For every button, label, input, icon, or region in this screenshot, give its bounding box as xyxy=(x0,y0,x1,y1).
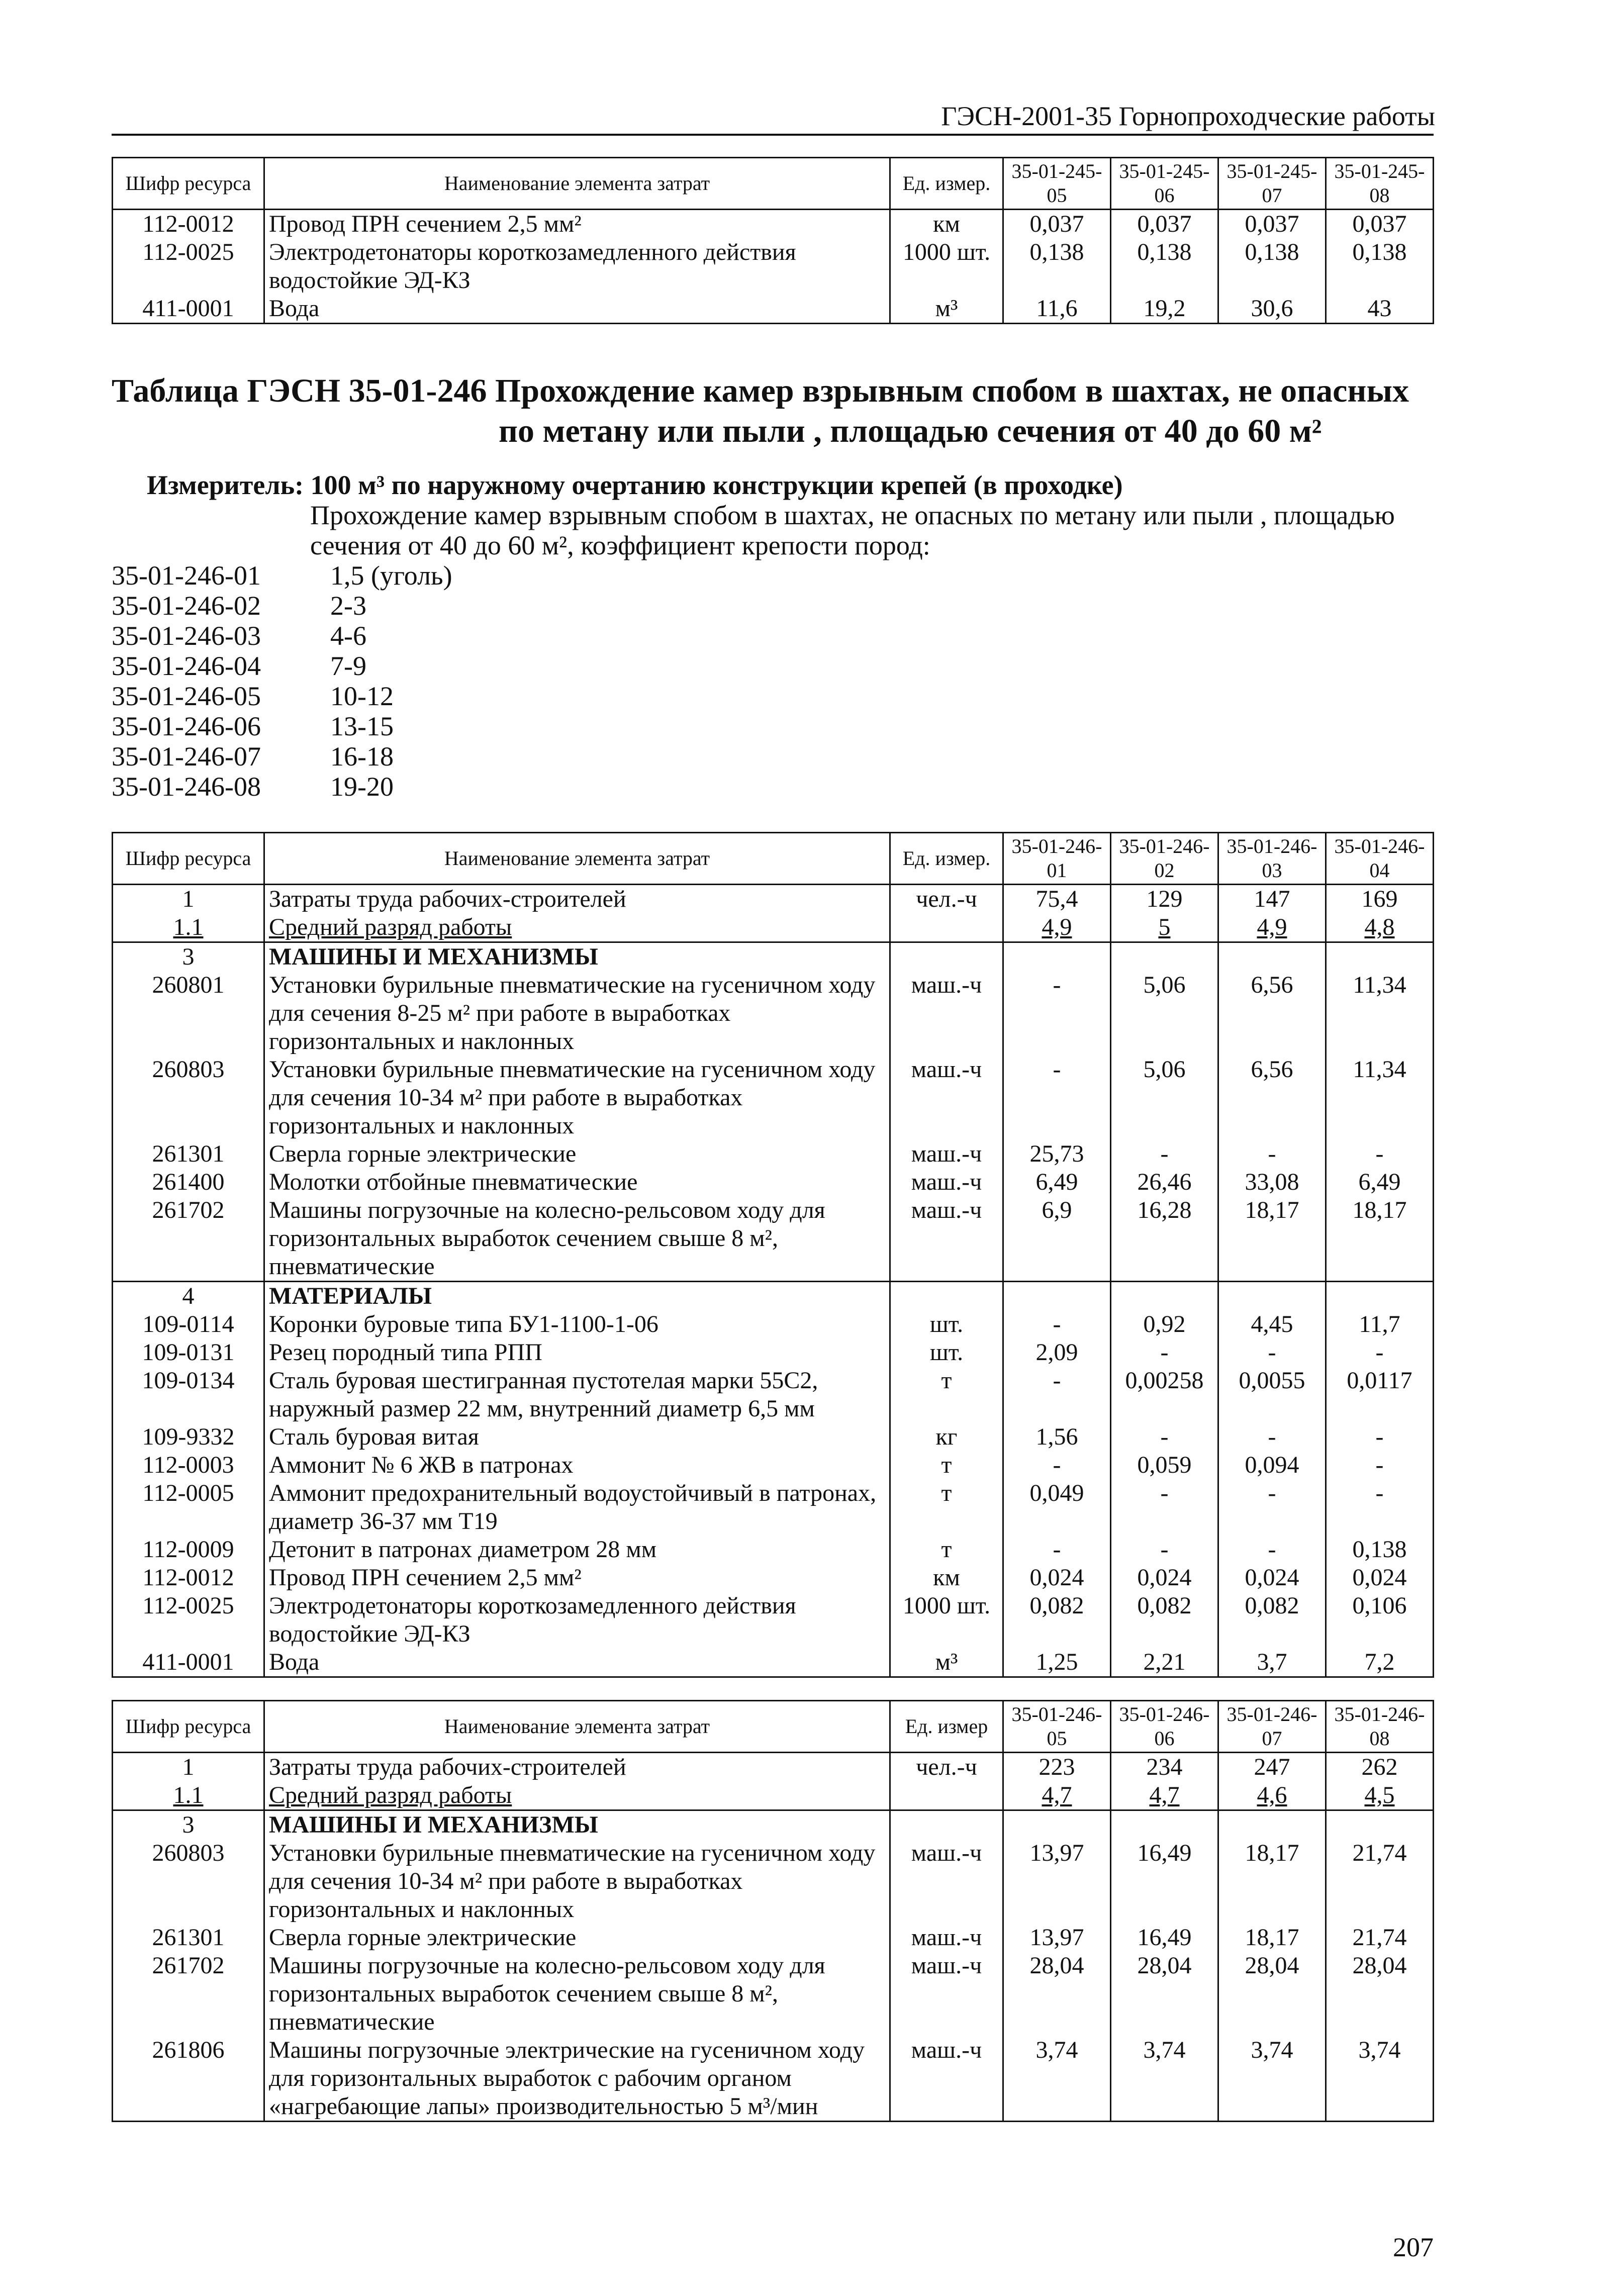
value-cell: 13,97 xyxy=(1003,1924,1111,1952)
unit-cell xyxy=(890,942,1003,972)
resource-code-cell: 112-0025 xyxy=(113,1592,264,1648)
resource-code-cell: 109-9332 xyxy=(113,1423,264,1451)
resource-name-cell: МАШИНЫ И МЕХАНИЗМЫ xyxy=(264,1810,890,1840)
table-body xyxy=(113,885,1434,1677)
resource-name-cell: Вода xyxy=(264,1648,890,1677)
value-cell: 0,138 xyxy=(1218,238,1326,295)
value-cell: 30,6 xyxy=(1218,295,1326,324)
variant-value: 19-20 xyxy=(330,772,394,802)
resource-name-cell: Электродетонаторы короткозамедленного действия водостойкие ЭД-КЗ xyxy=(264,238,890,295)
meter-line: Измеритель: 100 м³ по наружному очертанию конструкции крепей (в проходке) xyxy=(147,470,1123,500)
value-cell: 4,7 xyxy=(1111,1781,1218,1810)
value-cell: 6,56 xyxy=(1218,1056,1326,1140)
value-cell: 43 xyxy=(1326,295,1434,324)
table-row xyxy=(113,2036,1434,2122)
resource-code-cell: 4 xyxy=(113,1282,264,1311)
col-header-name: Наименование элемента затрат xyxy=(264,833,890,885)
value-cell xyxy=(1003,1810,1111,1840)
value-cell: - xyxy=(1326,1479,1434,1536)
value-cell: 18,17 xyxy=(1218,1839,1326,1924)
value-cell: 18,17 xyxy=(1218,1196,1326,1282)
resource-code-cell: 1 xyxy=(113,1753,264,1782)
value-cell: 6,9 xyxy=(1003,1196,1111,1282)
value-cell: 0,138 xyxy=(1326,238,1434,295)
resource-name-cell: Провод ПРН сечением 2,5 мм² xyxy=(264,1564,890,1592)
page-number: 207 xyxy=(1393,2232,1434,2262)
table-row xyxy=(113,1952,1434,2036)
resource-code-cell: 261702 xyxy=(113,1196,264,1282)
col-header-unit: Ед. измер. xyxy=(890,158,1003,210)
resource-name-cell: Коронки буровые типа БУ1-1100-1-06 xyxy=(264,1310,890,1338)
col-header-variant: 35-01-245-05 xyxy=(1003,158,1111,210)
table-row xyxy=(113,1781,1434,1810)
variant-value: 2-3 xyxy=(330,591,366,621)
unit-cell: маш.-ч xyxy=(890,1168,1003,1196)
variant-item xyxy=(112,591,1434,621)
value-cell: 0,024 xyxy=(1326,1564,1434,1592)
resource-name-cell: Установки бурильные пневматические на гусеничном ходу для сечения 8-25 м² при работе в выработках горизонтальных и наклонных xyxy=(264,971,890,1056)
value-cell: 6,49 xyxy=(1326,1168,1434,1196)
value-cell: - xyxy=(1111,1338,1218,1367)
resource-name-cell: Провод ПРН сечением 2,5 мм² xyxy=(264,210,890,239)
value-cell: 169 xyxy=(1326,885,1434,914)
table-row xyxy=(113,1924,1434,1952)
col-header-variant: 35-01-246-06 xyxy=(1111,1701,1218,1753)
col-header-variant: 35-01-246-08 xyxy=(1326,1701,1434,1753)
table-header xyxy=(113,1701,1434,1753)
value-cell: 18,17 xyxy=(1326,1196,1434,1282)
table-row xyxy=(113,1451,1434,1479)
value-cell: 28,04 xyxy=(1326,1952,1434,2036)
value-cell: 0,082 xyxy=(1003,1592,1111,1648)
col-header-variant: 35-01-245-06 xyxy=(1111,158,1218,210)
variant-code: 35-01-246-07 xyxy=(112,741,261,772)
variant-value: 7-9 xyxy=(330,651,366,681)
value-cell: 0,024 xyxy=(1003,1564,1111,1592)
value-cell: - xyxy=(1003,1536,1111,1564)
value-cell: 1,25 xyxy=(1003,1648,1111,1677)
table-row xyxy=(113,913,1434,942)
value-cell: 4,6 xyxy=(1218,1781,1326,1810)
resource-name-cell: Установки бурильные пневматические на гусеничном ходу для сечения 10-34 м² при работе в выработках горизонтальных и наклонных xyxy=(264,1056,890,1140)
table-caption xyxy=(112,371,1434,451)
value-cell: - xyxy=(1326,1451,1434,1479)
value-cell: 21,74 xyxy=(1326,1924,1434,1952)
unit-cell: т xyxy=(890,1536,1003,1564)
table-row xyxy=(113,1564,1434,1592)
value-cell: - xyxy=(1218,1423,1326,1451)
value-cell: 0,024 xyxy=(1218,1564,1326,1592)
resource-code-cell: 112-0003 xyxy=(113,1451,264,1479)
table-row xyxy=(113,971,1434,1056)
resource-name-cell: Электродетонаторы короткозамедленного действия водостойкие ЭД-КЗ xyxy=(264,1592,890,1648)
table-row xyxy=(113,1196,1434,1282)
resource-code-cell: 112-0025 xyxy=(113,238,264,295)
unit-cell: чел.-ч xyxy=(890,1753,1003,1782)
resource-name-cell: Резец породный типа РПП xyxy=(264,1338,890,1367)
resource-name-cell: Средний разряд работы xyxy=(264,913,890,942)
resource-name-cell: МАШИНЫ И МЕХАНИЗМЫ xyxy=(264,942,890,972)
unit-cell: маш.-ч xyxy=(890,1924,1003,1952)
variant-item xyxy=(112,621,1434,651)
value-cell: 3,74 xyxy=(1111,2036,1218,2122)
table-row xyxy=(113,1592,1434,1648)
unit-cell: шт. xyxy=(890,1338,1003,1367)
value-cell: 5 xyxy=(1111,913,1218,942)
value-cell xyxy=(1003,1282,1111,1311)
value-cell: 0,082 xyxy=(1111,1592,1218,1648)
value-cell: 11,34 xyxy=(1326,1056,1434,1140)
variant-item xyxy=(112,681,1434,711)
value-cell: - xyxy=(1218,1479,1326,1536)
value-cell: 0,037 xyxy=(1326,210,1434,239)
table-row xyxy=(113,1056,1434,1140)
caption-line-2: по метану или пыли , площадью сечения от 40 до 60 м² xyxy=(499,413,1322,449)
value-cell: 25,73 xyxy=(1003,1140,1111,1168)
value-cell xyxy=(1218,1282,1326,1311)
col-header-variant: 35-01-246-07 xyxy=(1218,1701,1326,1753)
value-cell: 33,08 xyxy=(1218,1168,1326,1196)
variant-value: 16-18 xyxy=(330,741,394,772)
value-cell: - xyxy=(1111,1479,1218,1536)
resource-name-cell: Детонит в патронах диаметром 28 мм xyxy=(264,1536,890,1564)
value-cell: 0,059 xyxy=(1111,1451,1218,1479)
resource-code-cell: 109-0134 xyxy=(113,1367,264,1423)
value-cell: 0,92 xyxy=(1111,1310,1218,1338)
table-row xyxy=(113,1367,1434,1423)
variant-code: 35-01-246-05 xyxy=(112,681,261,711)
value-cell: 0,037 xyxy=(1003,210,1111,239)
table-header xyxy=(113,833,1434,885)
value-cell: - xyxy=(1003,971,1111,1056)
resource-name-cell: Сверла горные электрические xyxy=(264,1140,890,1168)
value-cell: 0,138 xyxy=(1003,238,1111,295)
table-row xyxy=(113,942,1434,972)
resource-name-cell: Сталь буровая шестигранная пустотелая марки 55С2, наружный размер 22 мм, внутренний диаметр 6,5 мм xyxy=(264,1367,890,1423)
table-row xyxy=(113,1536,1434,1564)
meter-block xyxy=(112,470,1434,802)
value-cell: 11,7 xyxy=(1326,1310,1434,1338)
resource-name-cell: Молотки отбойные пневматические xyxy=(264,1168,890,1196)
table-row xyxy=(113,1282,1434,1311)
variant-code: 35-01-246-02 xyxy=(112,591,261,621)
resource-name-cell: Сталь буровая витая xyxy=(264,1423,890,1451)
variant-code: 35-01-246-03 xyxy=(112,621,261,651)
table-row xyxy=(113,1810,1434,1840)
unit-cell xyxy=(890,1781,1003,1810)
resource-code-cell: 1.1 xyxy=(113,913,264,942)
value-cell: 4,8 xyxy=(1326,913,1434,942)
value-cell: 0,138 xyxy=(1111,238,1218,295)
resource-code-cell: 112-0012 xyxy=(113,1564,264,1592)
value-cell: - xyxy=(1111,1140,1218,1168)
resource-name-cell: Средний разряд работы xyxy=(264,1781,890,1810)
variant-item xyxy=(112,772,1434,802)
value-cell xyxy=(1111,1282,1218,1311)
table-row xyxy=(113,1338,1434,1367)
unit-cell: маш.-ч xyxy=(890,1056,1003,1140)
resource-code-cell: 261400 xyxy=(113,1168,264,1196)
value-cell xyxy=(1218,1810,1326,1840)
value-cell xyxy=(1326,942,1434,972)
col-header-name: Наименование элемента затрат xyxy=(264,1701,890,1753)
resource-name-cell: Сверла горные электрические xyxy=(264,1924,890,1952)
col-header-unit: Ед. измер xyxy=(890,1701,1003,1753)
value-cell xyxy=(1003,942,1111,972)
value-cell: 3,7 xyxy=(1218,1648,1326,1677)
running-header: ГЭСН-2001-35 Горнопроходческие работы xyxy=(941,101,1435,131)
unit-cell xyxy=(890,1810,1003,1840)
resource-code-cell: 1.1 xyxy=(113,1781,264,1810)
value-cell xyxy=(1111,1810,1218,1840)
resource-name-cell: Затраты труда рабочих-строителей xyxy=(264,885,890,914)
value-cell: 18,17 xyxy=(1218,1924,1326,1952)
resource-code-cell: 3 xyxy=(113,1810,264,1840)
value-cell: 129 xyxy=(1111,885,1218,914)
col-header-variant: 35-01-246-02 xyxy=(1111,833,1218,885)
value-cell: - xyxy=(1218,1140,1326,1168)
value-cell: - xyxy=(1326,1140,1434,1168)
unit-cell: 1000 шт. xyxy=(890,1592,1003,1648)
caption-line-1: Таблица ГЭСН 35-01-246 Прохождение камер взрывным спобом в шахтах, не опасных xyxy=(112,372,1409,409)
value-cell: 262 xyxy=(1326,1753,1434,1782)
col-header-variant: 35-01-246-04 xyxy=(1326,833,1434,885)
unit-cell: маш.-ч xyxy=(890,2036,1003,2122)
value-cell: - xyxy=(1326,1338,1434,1367)
variant-code: 35-01-246-06 xyxy=(112,711,261,741)
unit-cell: т xyxy=(890,1367,1003,1423)
col-header-variant: 35-01-245-07 xyxy=(1218,158,1326,210)
unit-cell: км xyxy=(890,210,1003,239)
resource-code-cell: 411-0001 xyxy=(113,295,264,324)
variant-value: 10-12 xyxy=(330,681,394,711)
value-cell: 16,49 xyxy=(1111,1924,1218,1952)
resource-name-cell: Аммонит № 6 ЖВ в патронах xyxy=(264,1451,890,1479)
table-header xyxy=(113,158,1434,210)
value-cell: 28,04 xyxy=(1003,1952,1111,2036)
unit-cell: шт. xyxy=(890,1310,1003,1338)
value-cell: 19,2 xyxy=(1111,295,1218,324)
value-cell: 28,04 xyxy=(1111,1952,1218,2036)
value-cell xyxy=(1111,942,1218,972)
value-cell: - xyxy=(1218,1338,1326,1367)
unit-cell: маш.-ч xyxy=(890,971,1003,1056)
resource-code-cell: 1 xyxy=(113,885,264,914)
value-cell: 0,082 xyxy=(1218,1592,1326,1648)
table-row xyxy=(113,1753,1434,1782)
unit-cell: км xyxy=(890,1564,1003,1592)
resource-name-cell: Машины погрузочные на колесно-рельсовом ходу для горизонтальных выработок сечением свыше 8 м², пневматические xyxy=(264,1952,890,2036)
resource-name-cell: Затраты труда рабочих-строителей xyxy=(264,1753,890,1782)
table-row xyxy=(113,1648,1434,1677)
resource-code-cell: 260803 xyxy=(113,1056,264,1140)
value-cell: 13,97 xyxy=(1003,1839,1111,1924)
value-cell: 0,138 xyxy=(1326,1536,1434,1564)
resource-code-cell: 260801 xyxy=(113,971,264,1056)
value-cell: 0,024 xyxy=(1111,1564,1218,1592)
resource-code-cell: 3 xyxy=(113,942,264,972)
value-cell: 16,28 xyxy=(1111,1196,1218,1282)
unit-cell: маш.-ч xyxy=(890,1140,1003,1168)
value-cell: - xyxy=(1111,1536,1218,1564)
value-cell: 7,2 xyxy=(1326,1648,1434,1677)
col-header-variant: 35-01-246-01 xyxy=(1003,833,1111,885)
variant-value: 13-15 xyxy=(330,711,394,741)
resource-code-cell: 260803 xyxy=(113,1839,264,1924)
value-cell: - xyxy=(1326,1423,1434,1451)
unit-cell: маш.-ч xyxy=(890,1952,1003,2036)
value-cell: 6,49 xyxy=(1003,1168,1111,1196)
value-cell: 75,4 xyxy=(1003,885,1111,914)
table-row xyxy=(113,1479,1434,1536)
unit-cell: м³ xyxy=(890,295,1003,324)
table-row xyxy=(113,238,1434,295)
unit-cell: кг xyxy=(890,1423,1003,1451)
value-cell: 0,106 xyxy=(1326,1592,1434,1648)
unit-cell: 1000 шт. xyxy=(890,238,1003,295)
value-cell: 0,049 xyxy=(1003,1479,1111,1536)
resource-name-cell: Машины погрузочные электрические на гусеничном ходу для горизонтальных выработок с рабочим органом «нагребающие лапы» производительностью 5 м³/мин xyxy=(264,2036,890,2122)
value-cell: - xyxy=(1218,1536,1326,1564)
value-cell: 0,094 xyxy=(1218,1451,1326,1479)
value-cell: 5,06 xyxy=(1111,1056,1218,1140)
value-cell: 0,00258 xyxy=(1111,1367,1218,1423)
resource-code-cell: 112-0012 xyxy=(113,210,264,239)
variant-item xyxy=(112,560,1434,591)
unit-cell: т xyxy=(890,1451,1003,1479)
col-header-variant: 35-01-245-08 xyxy=(1326,158,1434,210)
unit-cell xyxy=(890,913,1003,942)
value-cell xyxy=(1326,1810,1434,1840)
variant-code: 35-01-246-08 xyxy=(112,772,261,802)
value-cell: 11,34 xyxy=(1326,971,1434,1056)
value-cell: 4,5 xyxy=(1326,1781,1434,1810)
resource-name-cell: Вода xyxy=(264,295,890,324)
table-row xyxy=(113,210,1434,239)
value-cell: 5,06 xyxy=(1111,971,1218,1056)
table-row xyxy=(113,1140,1434,1168)
value-cell: 4,7 xyxy=(1003,1781,1111,1810)
table-body xyxy=(113,1753,1434,2122)
value-cell: 26,46 xyxy=(1111,1168,1218,1196)
table-row xyxy=(113,1423,1434,1451)
variant-value: 1,5 (уголь) xyxy=(330,560,452,591)
value-cell: 4,45 xyxy=(1218,1310,1326,1338)
resource-table-2 xyxy=(112,1700,1434,2122)
unit-cell: маш.-ч xyxy=(890,1196,1003,1282)
variant-item xyxy=(112,741,1434,772)
resource-code-cell: 112-0005 xyxy=(113,1479,264,1536)
value-cell: 4,9 xyxy=(1218,913,1326,942)
value-cell: 2,09 xyxy=(1003,1338,1111,1367)
top-resource-table xyxy=(112,157,1434,324)
value-cell: 0,0117 xyxy=(1326,1367,1434,1423)
value-cell: 0,0055 xyxy=(1218,1367,1326,1423)
value-cell: - xyxy=(1003,1451,1111,1479)
resource-code-cell: 261301 xyxy=(113,1140,264,1168)
resource-code-cell: 109-0131 xyxy=(113,1338,264,1367)
col-header-code: Шифр ресурса xyxy=(113,1701,264,1753)
unit-cell: т xyxy=(890,1479,1003,1536)
value-cell: 147 xyxy=(1218,885,1326,914)
value-cell: 247 xyxy=(1218,1753,1326,1782)
value-cell: 21,74 xyxy=(1326,1839,1434,1924)
value-cell: - xyxy=(1003,1310,1111,1338)
table-row xyxy=(113,295,1434,324)
variant-value: 4-6 xyxy=(330,621,366,651)
table-row xyxy=(113,1839,1434,1924)
col-header-variant: 35-01-246-05 xyxy=(1003,1701,1111,1753)
col-header-code: Шифр ресурса xyxy=(113,833,264,885)
unit-cell: чел.-ч xyxy=(890,885,1003,914)
resource-name-cell: МАТЕРИАЛЫ xyxy=(264,1282,890,1311)
value-cell: 3,74 xyxy=(1218,2036,1326,2122)
value-cell: 28,04 xyxy=(1218,1952,1326,2036)
col-header-name: Наименование элемента затрат xyxy=(264,158,890,210)
col-header-code: Шифр ресурса xyxy=(113,158,264,210)
unit-cell: маш.-ч xyxy=(890,1839,1003,1924)
value-cell xyxy=(1218,942,1326,972)
table-row xyxy=(113,885,1434,914)
col-header-variant: 35-01-246-03 xyxy=(1218,833,1326,885)
value-cell: 0,037 xyxy=(1218,210,1326,239)
resource-code-cell: 261301 xyxy=(113,1924,264,1952)
value-cell: 11,6 xyxy=(1003,295,1111,324)
variant-code: 35-01-246-01 xyxy=(112,560,261,591)
value-cell: 16,49 xyxy=(1111,1839,1218,1924)
resource-code-cell: 411-0001 xyxy=(113,1648,264,1677)
unit-cell xyxy=(890,1282,1003,1311)
meter-description: Прохождение камер взрывным спобом в шахтах, не опасных по метану или пыли , площадью сечения от 40 до 60 м², коэффициент крепости пород: xyxy=(310,500,1395,560)
value-cell: 6,56 xyxy=(1218,971,1326,1056)
resource-name-cell: Аммонит предохранительный водоустойчивый в патронах, диаметр 36-37 мм Т19 xyxy=(264,1479,890,1536)
table-row xyxy=(113,1310,1434,1338)
value-cell: - xyxy=(1003,1367,1111,1423)
value-cell: 223 xyxy=(1003,1753,1111,1782)
value-cell: 1,56 xyxy=(1003,1423,1111,1451)
value-cell: 2,21 xyxy=(1111,1648,1218,1677)
value-cell: - xyxy=(1111,1423,1218,1451)
unit-cell: м³ xyxy=(890,1648,1003,1677)
value-cell: 3,74 xyxy=(1003,2036,1111,2122)
value-cell: 234 xyxy=(1111,1753,1218,1782)
resource-name-cell: Машины погрузочные на колесно-рельсовом ходу для горизонтальных выработок сечением свыше 8 м², пневматические xyxy=(264,1196,890,1282)
col-header-unit: Ед. измер. xyxy=(890,833,1003,885)
resource-code-cell: 261702 xyxy=(113,1952,264,2036)
table-row xyxy=(113,1168,1434,1196)
value-cell: 0,037 xyxy=(1111,210,1218,239)
header-rule xyxy=(112,134,1434,136)
resource-code-cell: 109-0114 xyxy=(113,1310,264,1338)
variant-list xyxy=(112,560,1434,802)
resource-code-cell: 112-0009 xyxy=(113,1536,264,1564)
variant-code: 35-01-246-04 xyxy=(112,651,261,681)
value-cell xyxy=(1326,1282,1434,1311)
table-body xyxy=(113,210,1434,324)
value-cell: - xyxy=(1003,1056,1111,1140)
variant-item xyxy=(112,651,1434,681)
variant-item xyxy=(112,711,1434,741)
value-cell: 3,74 xyxy=(1326,2036,1434,2122)
resource-table-1 xyxy=(112,832,1434,1678)
value-cell: 4,9 xyxy=(1003,913,1111,942)
resource-code-cell: 261806 xyxy=(113,2036,264,2122)
resource-name-cell: Установки бурильные пневматические на гусеничном ходу для сечения 10-34 м² при работе в выработках горизонтальных и наклонных xyxy=(264,1839,890,1924)
